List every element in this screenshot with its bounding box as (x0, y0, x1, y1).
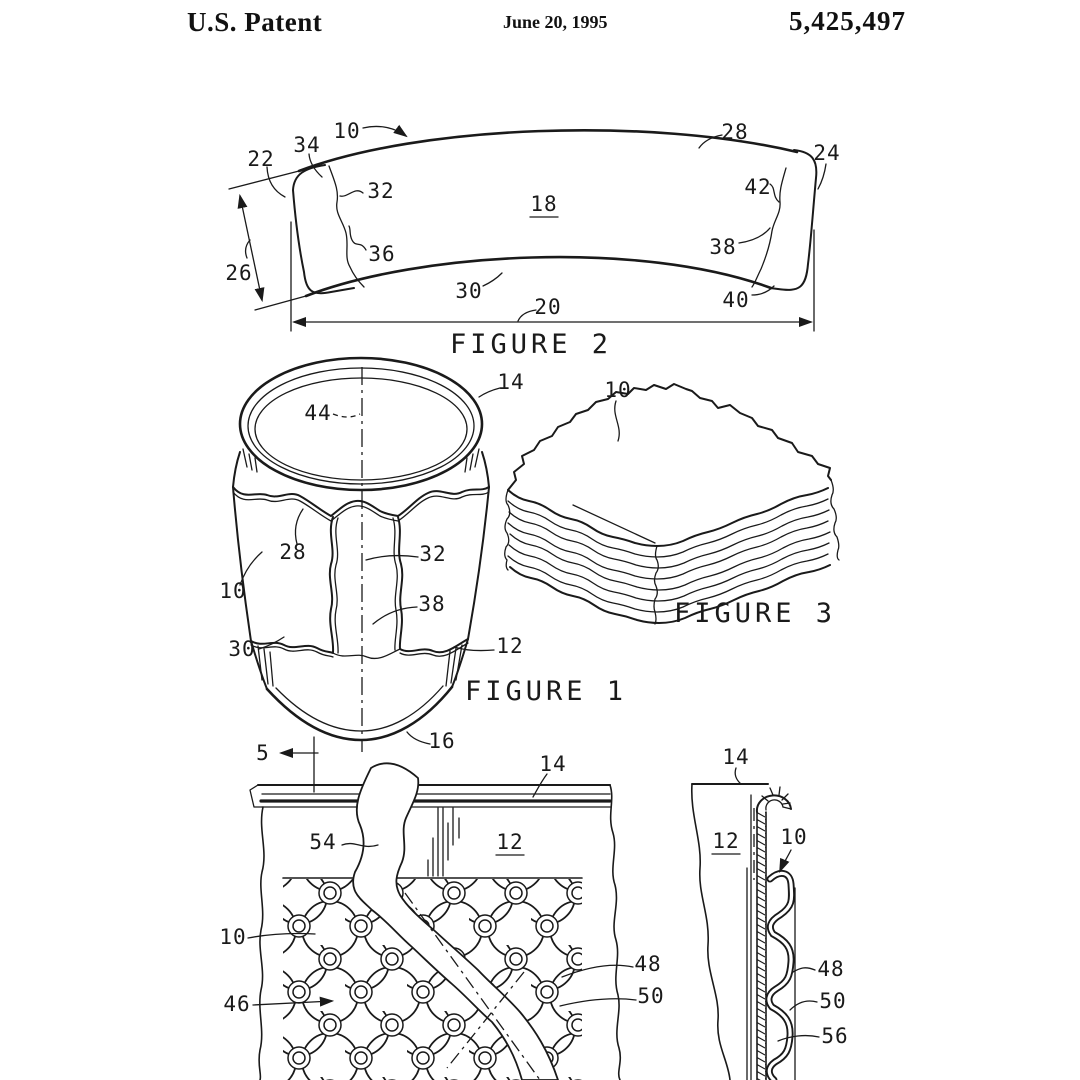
fig1-ref-44: 44 (304, 401, 332, 425)
fig1-section-label: 5 (256, 741, 270, 765)
fig1-sleeve-left-edge (233, 487, 251, 641)
fig2-ref-32: 32 (367, 179, 395, 203)
fig3-ref-10: 10 (604, 378, 632, 402)
fig2-ref-18: 18 (530, 192, 558, 216)
fig2-caption: FIGURE 2 (449, 329, 613, 360)
fig4-ref-46: 46 (223, 992, 251, 1016)
patent-header-title: U.S. Patent (187, 7, 323, 37)
patent-header-date: June 20, 1995 (503, 12, 608, 32)
fig1-torn-strip-bottom-edge (333, 649, 400, 658)
fig2-ref-30: 30 (455, 279, 483, 303)
fig2-ref-20: 20 (534, 295, 562, 319)
fig1-cup-bottom-outer (267, 687, 452, 740)
fig5-ref-12: 12 (712, 829, 740, 853)
fig2-ref-28: 28 (721, 120, 749, 144)
fig5-wall-hatch (757, 812, 766, 1080)
fig1-section-marker-5 (256, 737, 318, 792)
fig5-ref-14: 14 (722, 745, 750, 769)
fig5-ref-56: 56 (821, 1024, 849, 1048)
fig5-ref-10: 10 (780, 825, 808, 849)
fig1-rim-middle (248, 368, 474, 484)
fig4-rim (250, 785, 610, 807)
fig2-ref-24: 24 (813, 141, 841, 165)
fig1-cup-side-right-upper (482, 452, 489, 487)
fig3-caption: FIGURE 3 (673, 598, 837, 629)
figure-3 (505, 378, 839, 629)
fig2-ref-22: 22 (247, 147, 275, 171)
fig4-ref-12: 12 (496, 830, 524, 854)
fig1-ref-30: 30 (228, 637, 256, 661)
fig1-cup-side-left-upper (233, 452, 240, 487)
fig5-ref-48: 48 (817, 957, 845, 981)
fig2-ref-34: 34 (293, 133, 321, 157)
fig1-sleeve-bottom-wavy-edge (251, 639, 468, 653)
fig4-left-torn-edge (259, 807, 264, 1080)
figure-4 (219, 752, 664, 1080)
fig3-layer-5 (509, 543, 829, 601)
fig1-torn-strip-left-edge (330, 517, 333, 652)
fig4-ref-48: 48 (634, 952, 662, 976)
fig5-rim-curl (757, 787, 791, 812)
fig2-ref-26: 26 (225, 261, 253, 285)
fig2-ref-42: 42 (744, 175, 772, 199)
fig4-ref-50: 50 (637, 984, 665, 1008)
fig4-ref-10: 10 (219, 925, 247, 949)
fig3-top-sheet-outline (508, 384, 831, 490)
fig2-ref-36: 36 (368, 242, 396, 266)
fig1-sleeve-right-edge (468, 487, 489, 639)
fig3-right-corner-edge (831, 480, 839, 560)
fig4-wall-shading-lines (428, 808, 459, 876)
fig4-ref-54: 54 (309, 830, 337, 854)
fig1-torn-strip-right-inner (393, 518, 397, 650)
fig2-dimension-26 (229, 171, 306, 310)
fig2-right-end-tab (770, 150, 816, 290)
fig1-torn-strip-left-inner (335, 518, 338, 653)
fig4-ref-14: 14 (539, 752, 567, 776)
fig2-ref-40: 40 (722, 288, 750, 312)
patent-header-number: 5,425,497 (789, 6, 906, 36)
fig1-caption: FIGURE 1 (464, 676, 628, 707)
fig5-ref-50: 50 (819, 989, 847, 1013)
fig1-rim-inner (255, 378, 467, 480)
fig2-left-seam (329, 166, 364, 287)
figure-2 (225, 119, 840, 360)
fig1-ref-38: 38 (418, 592, 446, 616)
fig5-leader-lines (735, 768, 819, 1041)
fig3-layer-1 (508, 499, 828, 557)
fig1-ref-28: 28 (279, 540, 307, 564)
fig2-ref-10: 10 (333, 119, 361, 143)
fig4-right-torn-edge (610, 785, 620, 1080)
fig1-ref-32: 32 (419, 542, 447, 566)
fig2-ref-38: 38 (709, 235, 737, 259)
fig1-ref-14: 14 (497, 370, 525, 394)
fig1-ref-12: 12 (496, 634, 524, 658)
fig3-leader-10 (615, 401, 619, 441)
figure-5 (692, 745, 849, 1080)
fig1-ref-10: 10 (219, 579, 247, 603)
fig1-cup-bottom-inner (276, 686, 443, 731)
fig1-ref-16: 16 (428, 729, 456, 753)
fig1-torn-strip-right-edge (398, 517, 402, 649)
